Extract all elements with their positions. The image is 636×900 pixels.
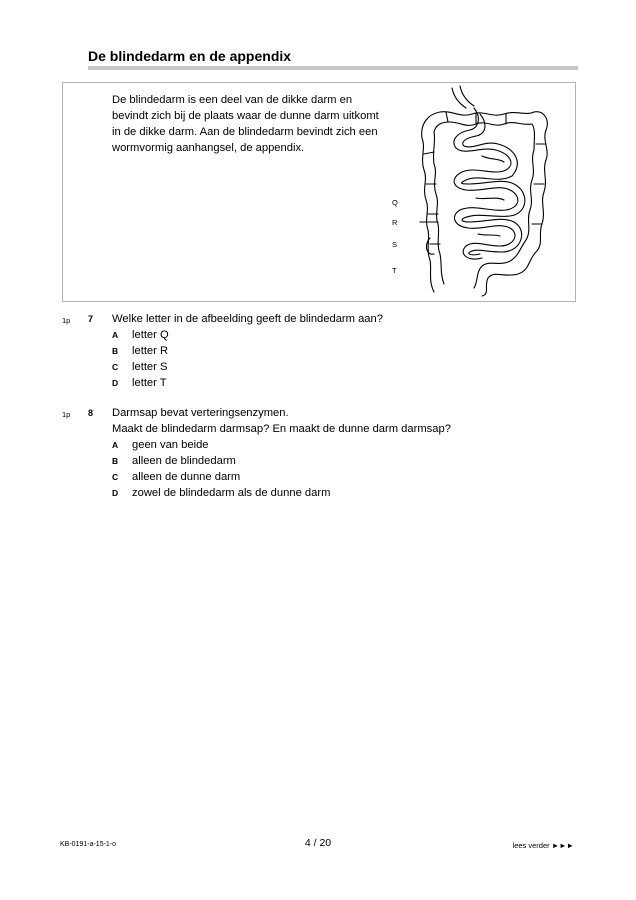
- question-text-line-2: Maakt de blindedarm darmsap? En maakt de dunne darm darmsap?: [112, 423, 451, 435]
- colon-inner: [433, 122, 534, 288]
- answer-option-a[interactable]: [112, 329, 169, 341]
- question-points: 1p: [62, 316, 71, 325]
- page-number: 4 / 20: [304, 837, 332, 849]
- option-text: alleen de dunne darm: [132, 471, 241, 483]
- appendix: [427, 238, 434, 254]
- intro-text: De blindedarm is een deel van de dikke darm en bevindt zich bij de plaats waar de dunne darm uitkomt in de dikke darm. Aan de blindedarm bevindt zich een wormvormig aanhangsel, de appendix.: [112, 94, 379, 154]
- continue-indicator: lees verder ►►►: [512, 841, 574, 850]
- answer-option-c[interactable]: [112, 361, 167, 373]
- question-points: 1p: [62, 410, 71, 419]
- duodenum-line: [452, 88, 466, 108]
- option-text: letter T: [132, 377, 167, 389]
- label-s: S: [392, 240, 398, 249]
- title-rule: [88, 66, 578, 70]
- option-letter: D: [112, 378, 119, 388]
- question-text-line-1: Darmsap bevat verteringsenzymen.: [112, 407, 289, 419]
- label-r: R: [392, 218, 398, 227]
- label-q: Q: [392, 198, 398, 207]
- option-text: letter R: [132, 345, 169, 357]
- option-letter: C: [112, 362, 119, 372]
- question-number: 8: [88, 408, 94, 418]
- duodenum-line-2: [460, 86, 474, 106]
- small-intestine-folds: [476, 156, 504, 236]
- option-letter: B: [112, 456, 119, 466]
- option-text: zowel de blindedarm als de dunne darm: [132, 487, 331, 499]
- intestine-illustration: [386, 84, 566, 300]
- question-number: 7: [88, 314, 94, 324]
- answer-option-b[interactable]: [112, 345, 168, 357]
- option-letter: C: [112, 472, 119, 482]
- option-text: alleen de blindedarm: [132, 455, 236, 467]
- small-intestine-coil-2: [462, 114, 525, 255]
- answer-option-a[interactable]: [112, 439, 209, 451]
- answer-option-d[interactable]: [112, 377, 167, 389]
- colon-outer: [422, 112, 548, 296]
- option-text: geen van beide: [132, 439, 209, 451]
- label-t: T: [392, 266, 397, 275]
- option-letter: D: [112, 488, 119, 498]
- option-letter: A: [112, 330, 119, 340]
- option-letter: B: [112, 346, 119, 356]
- answer-option-b[interactable]: [112, 455, 236, 467]
- exam-code: KB-0191-a-15-1-o: [60, 841, 117, 848]
- option-letter: A: [112, 440, 119, 450]
- question-text: Welke letter in de afbeelding geeft de blindedarm aan?: [112, 313, 383, 325]
- answer-option-c[interactable]: [112, 471, 240, 483]
- answer-option-d[interactable]: [112, 487, 330, 499]
- option-text: letter Q: [132, 329, 169, 341]
- option-text: letter S: [132, 361, 168, 373]
- section-title: De blindedarm en de appendix: [88, 48, 292, 64]
